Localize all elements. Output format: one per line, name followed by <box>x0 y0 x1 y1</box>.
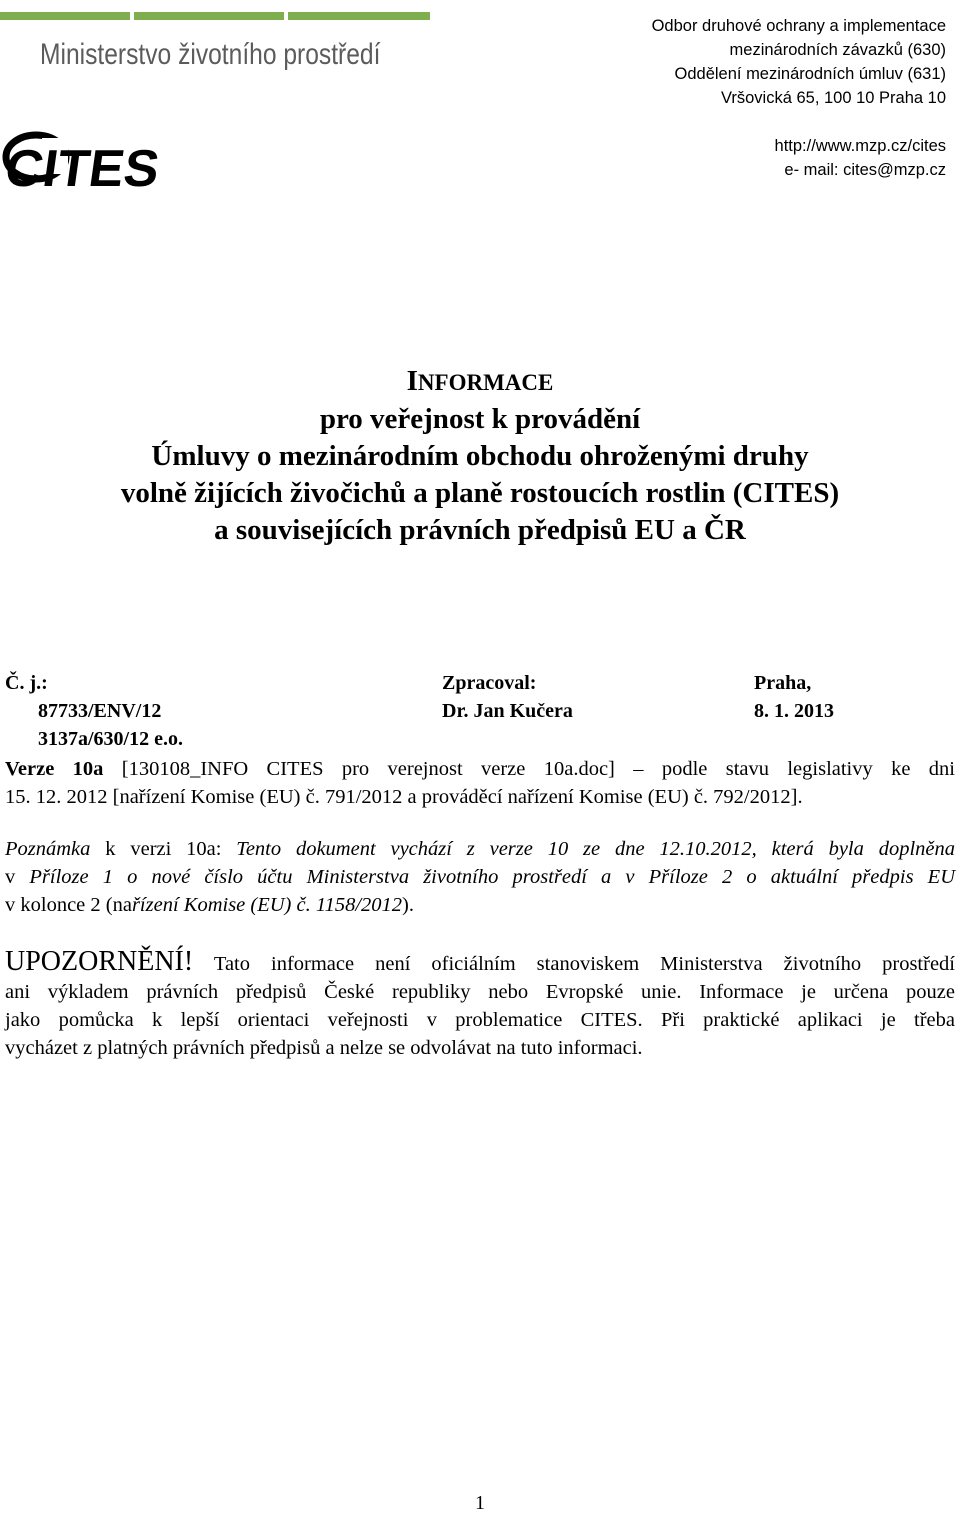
title-line: pro veřejnost k provádění <box>319 403 641 435</box>
note-text: řízení Komise (EU) č. 1158/2012 <box>131 894 403 916</box>
title-line: INFORMACE <box>406 365 554 397</box>
logo-bar <box>288 12 430 20</box>
note-text: Příloze 1 o nové číslo účtu Ministerstva životního prostředí a v Příloze 2 o aktuální předpis EU <box>29 866 956 888</box>
email-link[interactable]: e- mail: cites@mzp.cz <box>784 161 946 179</box>
logo-bar <box>134 12 284 20</box>
warning <box>5 948 955 1062</box>
warning-text: Tato informace není oficiálním stanoviskem Ministerstva životního prostředí <box>213 953 955 975</box>
version-info <box>5 755 955 811</box>
note-text: Tento dokument vychází z verze 10 ze dne 12.10.2012, která byla doplněna <box>236 838 956 860</box>
cites-logo-text: CITES <box>1 140 163 198</box>
warning-text: jako pomůcka k lepší orientaci veřejnosti v problematice CITES. Při praktické aplikaci je třeba <box>5 1009 955 1031</box>
title-line: volně žijících živočichů a planě rostoucích rostlin (CITES) <box>120 477 840 509</box>
cj-label: Č. j.: <box>5 672 48 694</box>
version-text: 15. 12. 2012 [nařízení Komise (EU) č. 791/2012 a prováděcí nařízení Komise (EU) č. 792/2012]. <box>5 786 803 808</box>
warning-text: ani výkladem právních předpisů České republiky nebo Evropské unie. Informace je určena pouze <box>5 981 955 1003</box>
cj-value: 87733/ENV/12 <box>38 700 162 722</box>
document-title <box>0 363 960 549</box>
author-label: Zpracoval: <box>442 672 537 694</box>
document-date: 8. 1. 2013 <box>754 700 834 722</box>
title-line: Úmluvy o mezinárodním obchodu ohroženými druhy <box>151 440 809 472</box>
address-line: Oddělení mezinárodních úmluv (631) <box>674 65 946 83</box>
logo-bar <box>0 12 130 20</box>
title-line: a souvisejících právních předpisů EU a ČR <box>214 514 746 546</box>
version-text: [130108_INFO CITES pro verejnost verze 10a.doc] – podle stavu legislativy ke dni <box>121 758 955 780</box>
address-line: mezinárodních závazků (630) <box>729 41 946 59</box>
warning-label: UPOZORNĚNÍ! <box>5 946 194 977</box>
cites-logo <box>1 124 163 198</box>
header-address <box>652 14 946 182</box>
address-line: Odbor druhové ochrany a implementace <box>651 17 946 35</box>
page-number: 1 <box>475 1492 485 1514</box>
cj-value: 3137a/630/12 e.o. <box>38 728 183 750</box>
ministry-name: Ministerstvo životního prostředí <box>40 38 381 71</box>
note-prefix: k verzi 10a: <box>105 838 222 860</box>
place-label: Praha, <box>754 672 812 694</box>
ministry-logo <box>0 8 440 78</box>
warning-text: vycházet z platných právních předpisů a nelze se odvolávat na tuto informaci. <box>5 1037 643 1059</box>
version-label: Verze 10a <box>5 758 104 780</box>
address-line: Vršovická 65, 100 10 Praha 10 <box>720 89 946 107</box>
note-label: Poznámka <box>5 838 91 860</box>
author-name: Dr. Jan Kučera <box>442 700 573 722</box>
note: Poznámka k verzi 10a: Tento dokument vychází z verze 10 ze dne 12.10.2012, která byla doplněna v Příloze 1 o nové číslo účtu Ministerstva životního prostředí a v Příloze 2 o aktuální předpis EU v kolonce 2 (nařízení Komise (EU) č. 1158/2012). <box>5 838 956 916</box>
website-link[interactable]: http://www.mzp.cz/cites <box>774 137 946 155</box>
